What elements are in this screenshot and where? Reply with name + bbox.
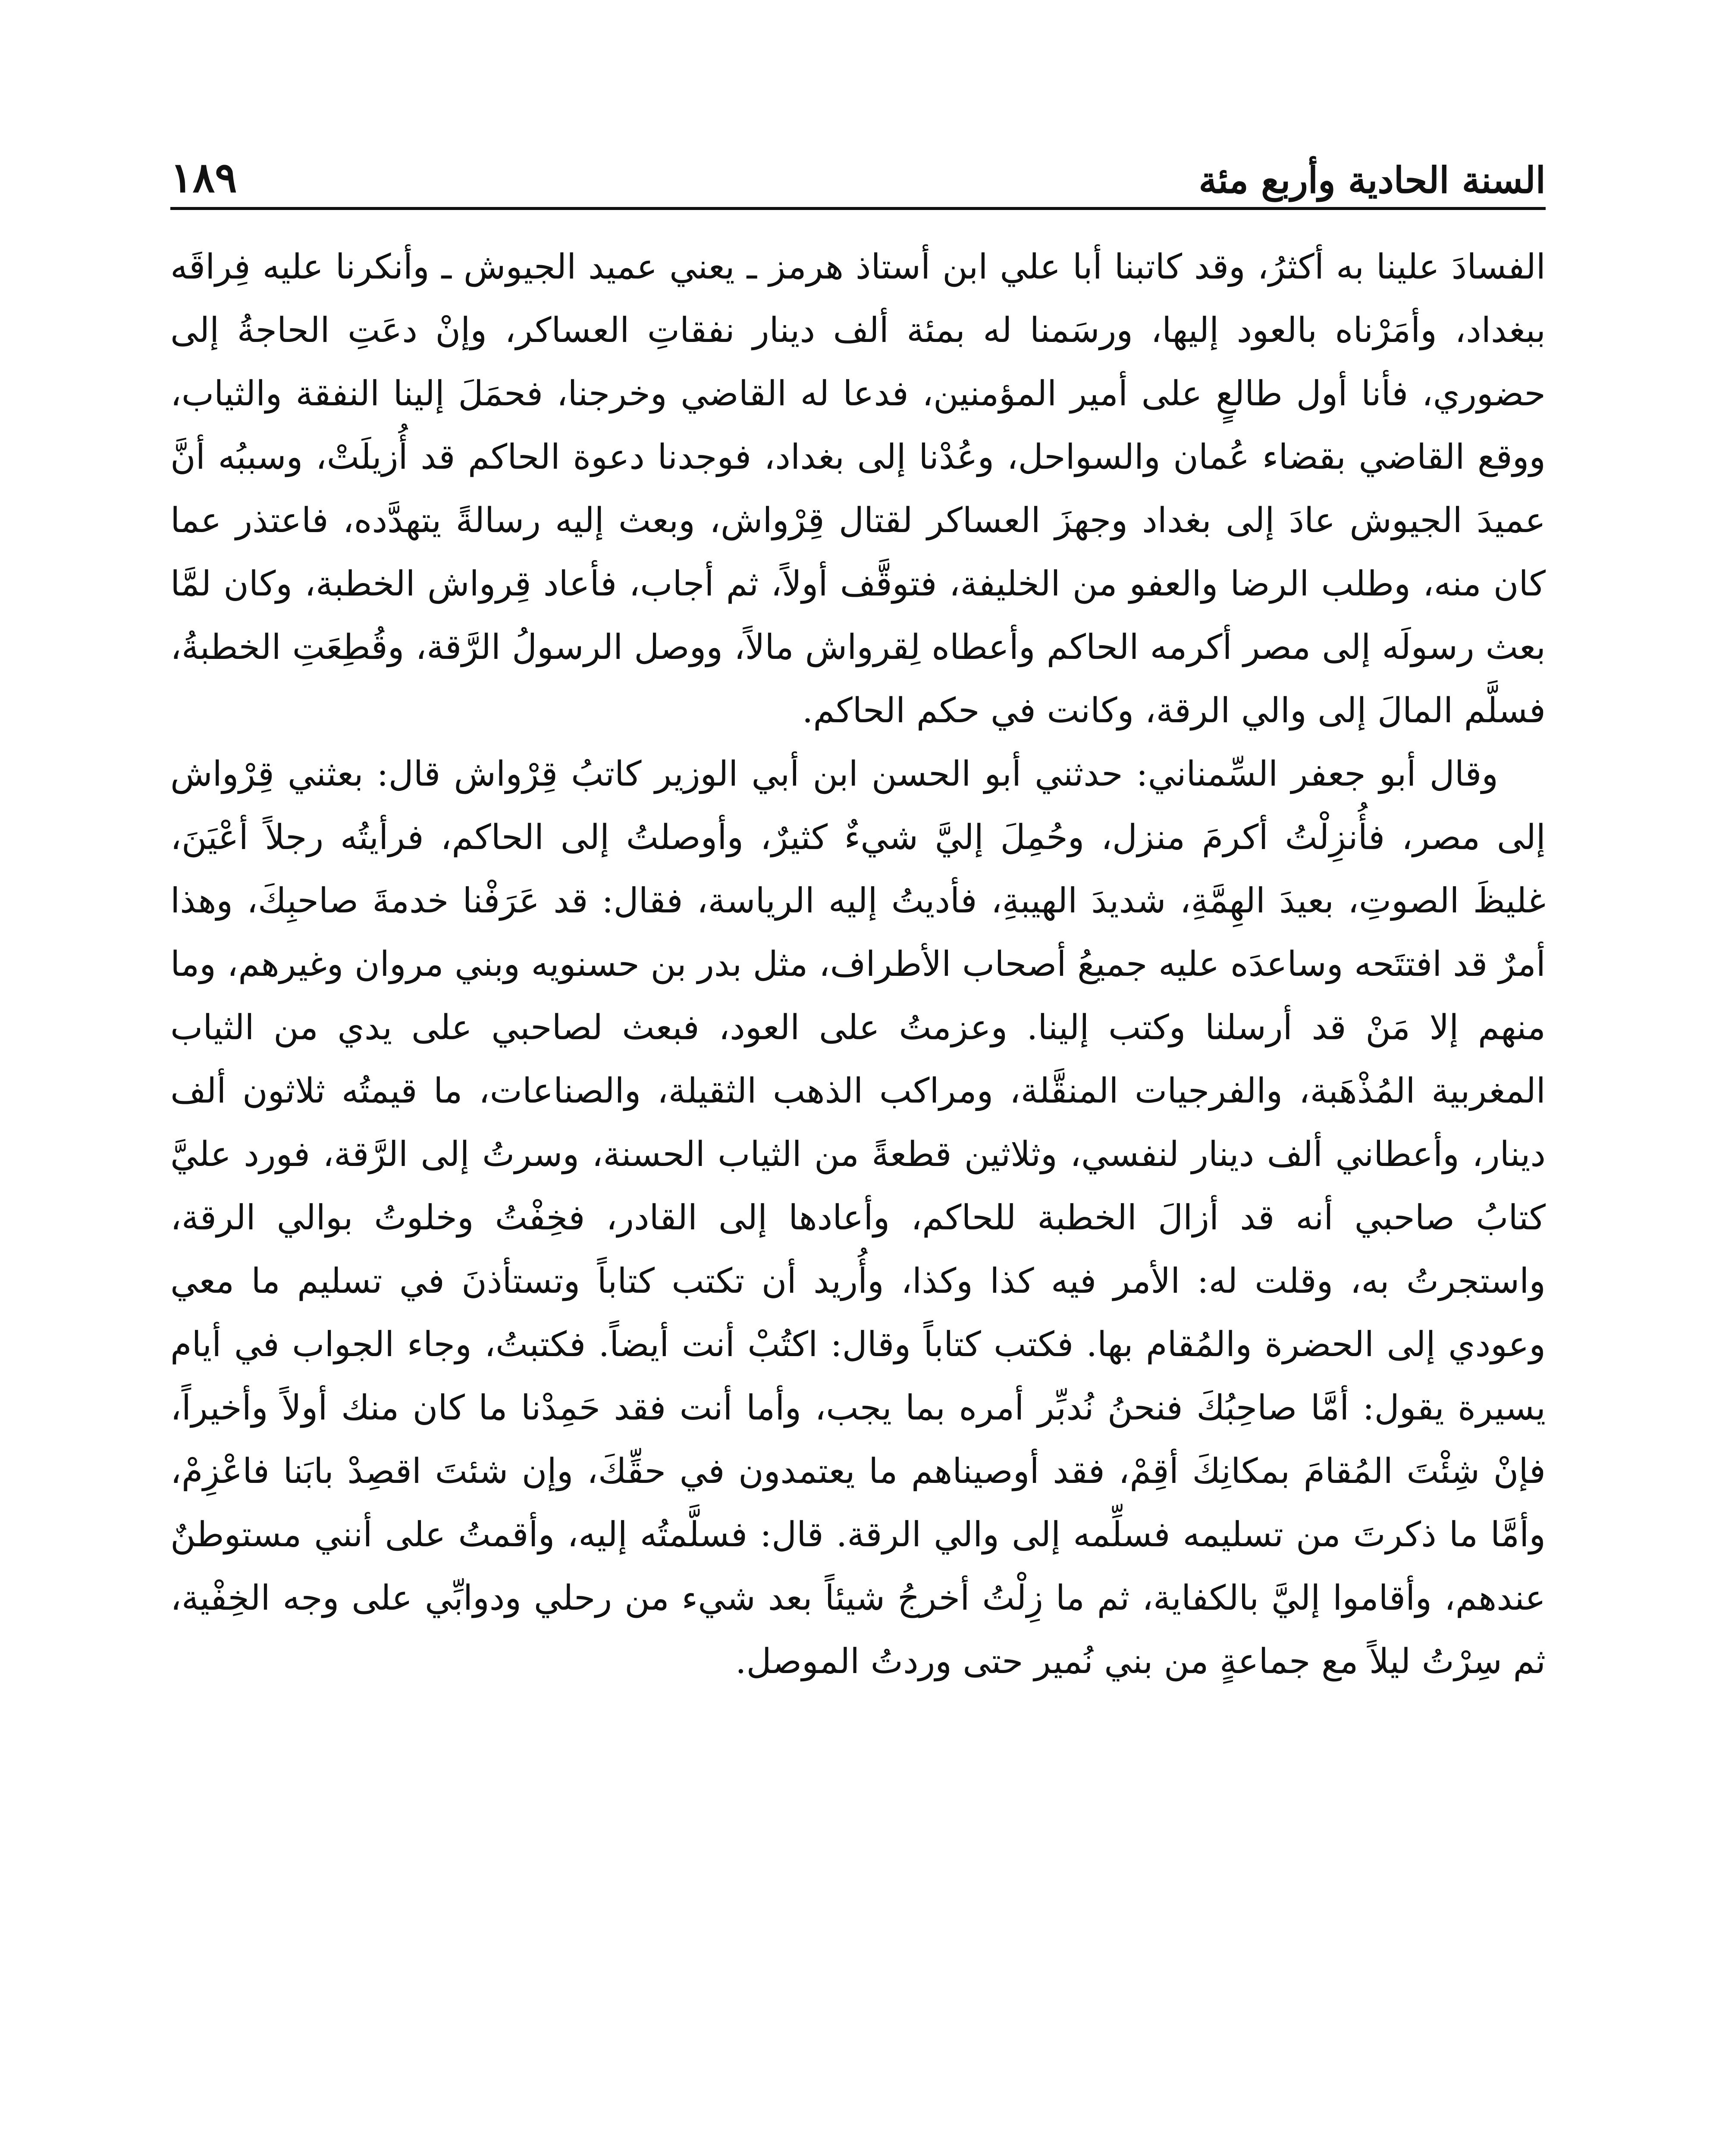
page-number: ١٨٩ bbox=[170, 153, 237, 202]
paragraph-2: وقال أبو جعفر السِّمناني: حدثني أبو الحسن ابن أبي الوزير كاتبُ قِرْواش قال: بعثني قِرْواش إلى مصر، فأُنزِلْتُ أكرمَ منزل، وحُمِلَ إليَّ شيءٌ كثيرٌ، وأوصلتُ إلى الحاكم، فرأيتُه رجلاً أعْيَنَ، غليظَ الصوتِ، بعيدَ الهِمَّةِ، شديدَ الهيبةِ، فأديتُ إليه الرياسة، فقال: قد عَرَفْنا خدمةَ صاحبِكَ، وهذا أمرٌ قد افتتَحه وساعدَه عليه جميعُ أصحاب الأطراف، مثل بدر بن حسنويه وبني مروان وغيرهم، وما منهم إلا مَنْ قد أرسلنا وكتب إلينا. وعزمتُ على العود، فبعث لصاحبي على يدي من الثياب المغربية المُذْهَبة، والفرجيات المنقَّلة، ومراكب الذهب الثقيلة، والصناعات، ما قيمتُه ثلاثون ألف دينار، وأعطاني ألف دينار لنفسي، وثلاثين قطعةً من الثياب الحسنة، وسرتُ إلى الرَّقة، فورد عليَّ كتابُ صاحبي أنه قد أزالَ الخطبة للحاكم، وأعادها إلى القادر، فخِفْتُ وخلوتُ بوالي الرقة، واستجرتُ به، وقلت له: الأمر فيه كذا وكذا، وأُريد أن تكتب كتاباً وتستأذنَ في تسليم ما معي وعودي إلى الحضرة والمُقام بها. فكتب كتاباً وقال: اكتُبْ أنت أيضاً. فكتبتُ، وجاء الجواب في أيام يسيرة يقول: أمَّا صاحِبُكَ فنحنُ نُدبِّر أمره بما يجب، وأما أنت فقد حَمِدْنا ما كان منك أولاً وأخيراً، فإنْ شِئْتَ المُقامَ بمكانِكَ أقِمْ، فقد أوصيناهم ما يعتمدون في حقِّكَ، وإن شئتَ اقصِدْ بابَنا فاعْزِمْ، وأمَّا ما ذكرتَ من تسليمه فسلِّمه إلى والي الرقة. قال: فسلَّمتُه إليه، وأقمتُ على أنني مستوطنٌ عندهم، وأقاموا إليَّ بالكفاية، ثم ما زِلْتُ أخرجُ شيئاً بعد شيء من رحلي ودوابِّي على وجه الخِفْية، ثم سِرْتُ ليلاً مع جماعةٍ من بني نُمير حتى وردتُ الموصل. bbox=[170, 754, 1546, 1681]
page-body bbox=[170, 235, 1546, 1693]
running-title: السنة الحادية وأربع مئة bbox=[1198, 159, 1546, 201]
paragraph-1: الفسادَ علينا به أكثرُ، وقد كاتبنا أبا علي ابن أستاذ هرمز ـ يعني عميد الجيوش ـ وأنكرنا عليه فِراقَه ببغداد، وأمَرْناه بالعود إليها، ورسَمنا له بمئة ألف دينار نفقاتِ العساكر، وإنْ دعَتِ الحاجةُ إلى حضوري، فأنا أول طالعٍ على أمير المؤمنين، فدعا له القاضي وخرجنا، فحمَلَ إلينا النفقة والثياب، ووقع القاضي بقضاء عُمان والسواحل، وعُدْنا إلى بغداد، فوجدنا دعوة الحاكم قد أُزيلَتْ، وسببُه أنَّ عميدَ الجيوش عادَ إلى بغداد وجهزَ العساكر لقتال قِرْواش، وبعث إليه رسالةً يتهدَّده، فاعتذر عما كان منه، وطلب الرضا والعفو من الخليفة، فتوقَّف أولاً، ثم أجاب، فأعاد قِرواش الخطبة، وكان لمَّا بعث رسولَه إلى مصر أكرمه الحاكم وأعطاه لِقرواش مالاً، ووصل الرسولُ الرَّقة، وقُطِعَتِ الخطبةُ، فسلَّم المالَ إلى والي الرقة، وكانت في حكم الحاكم. bbox=[170, 247, 1546, 730]
header-rule bbox=[170, 207, 1546, 210]
page-header bbox=[170, 134, 1546, 202]
